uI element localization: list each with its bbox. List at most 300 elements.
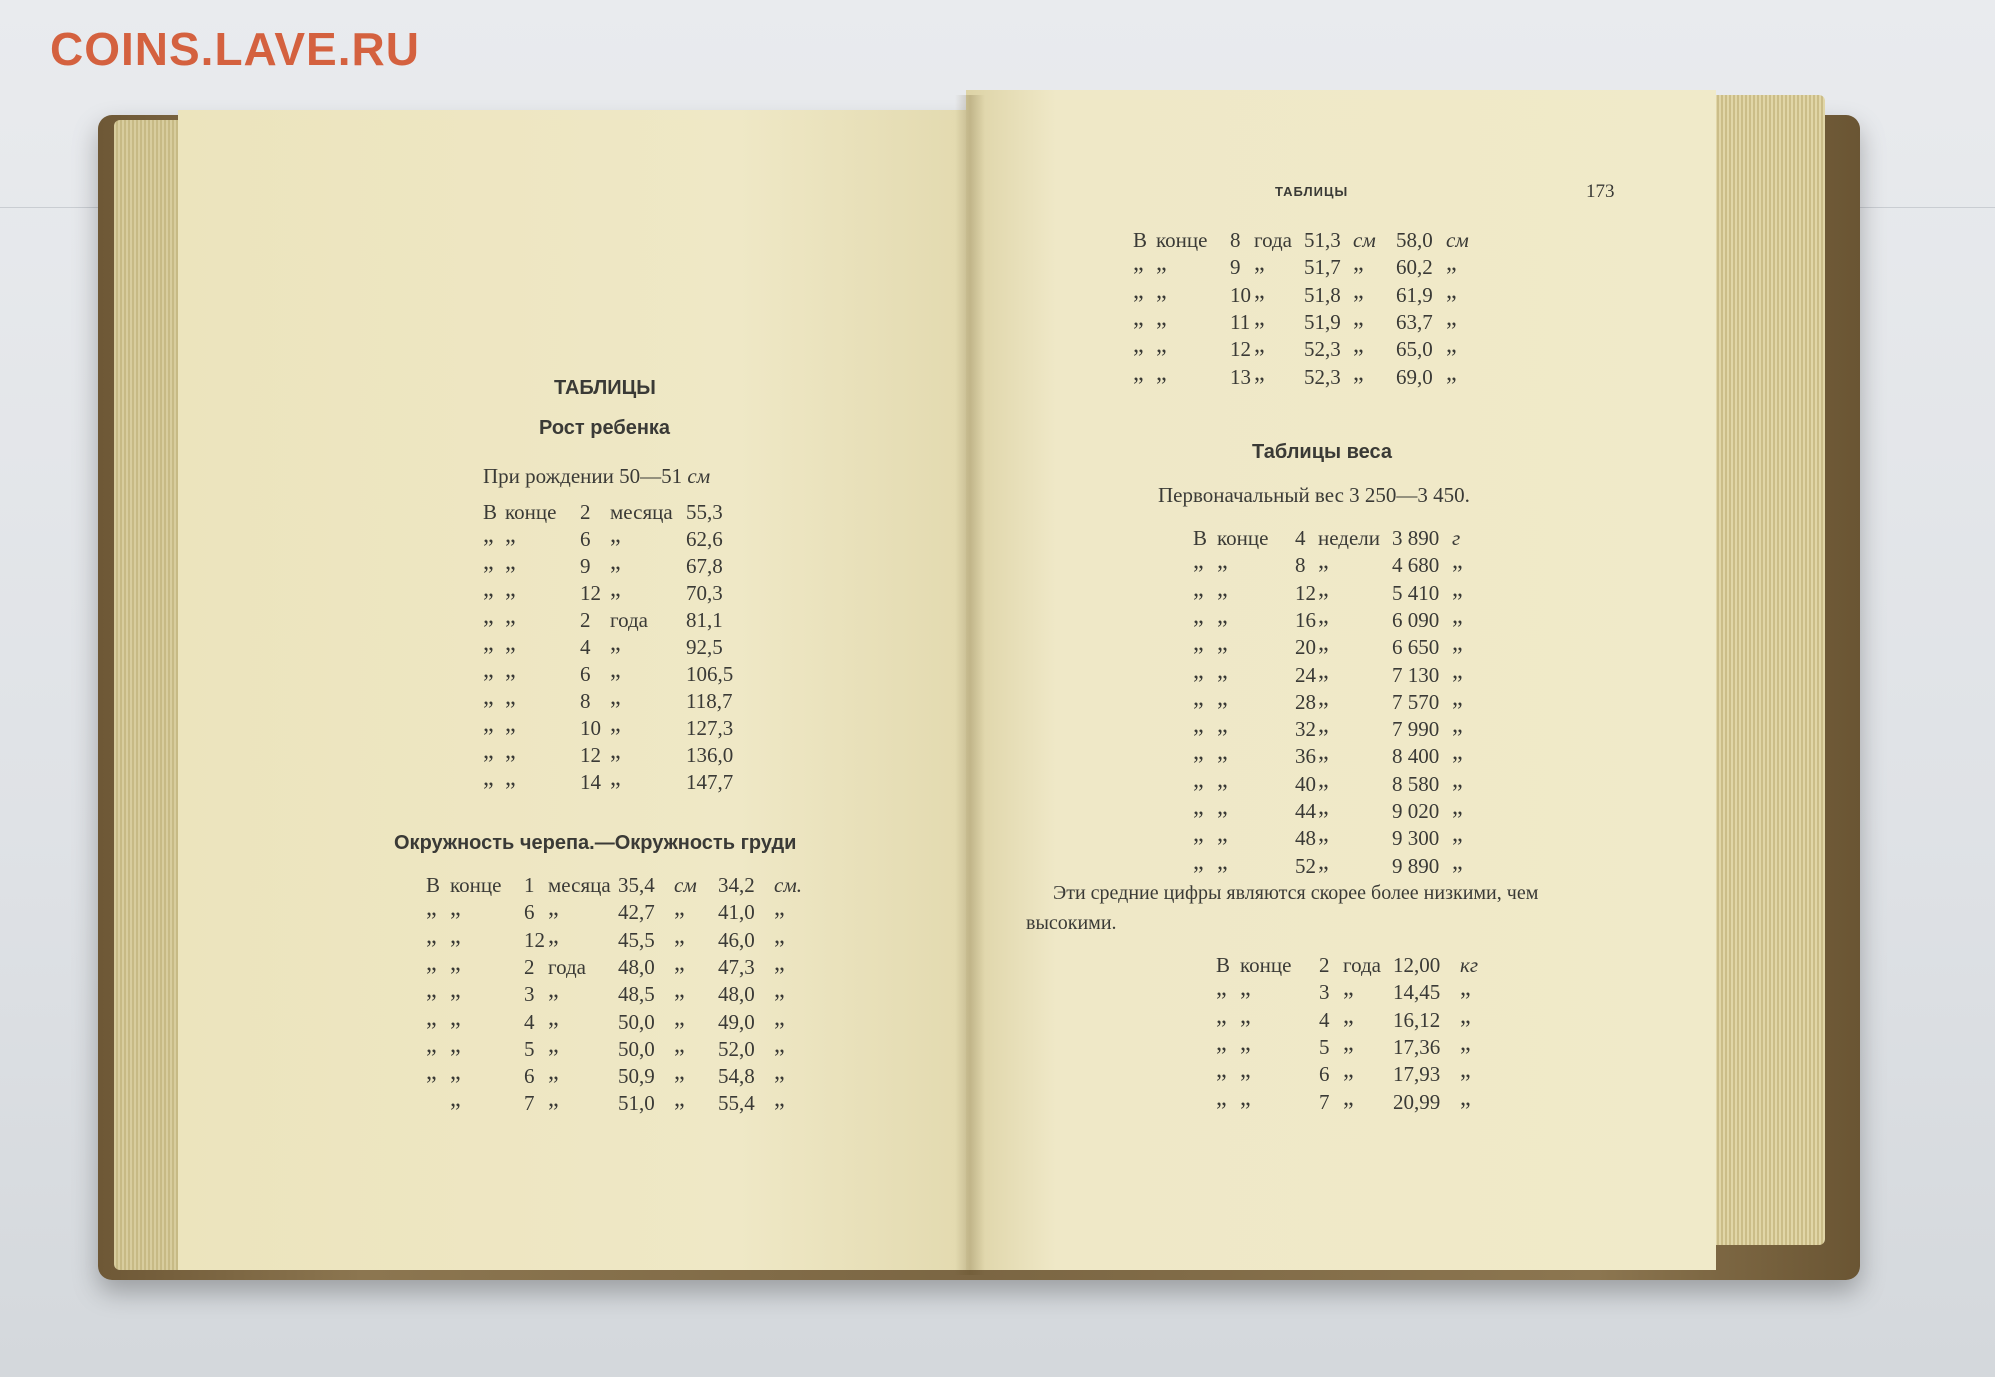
row-value-skull: 52,3	[1304, 337, 1341, 362]
row-word: „	[1240, 975, 1251, 1002]
row-number: 44	[1295, 799, 1316, 823]
row-unit-chest: „	[774, 895, 785, 922]
row-value-unit: „	[1452, 602, 1463, 629]
row-number: 12	[1230, 337, 1251, 362]
row-unit-chest: см.	[774, 873, 802, 897]
row-unit: „	[610, 711, 621, 737]
row-value-chest: 46,0	[718, 927, 755, 952]
row-value-chest: 41,0	[718, 900, 755, 925]
page-number: 173	[1586, 181, 1615, 202]
row-value: 20,99	[1393, 1089, 1441, 1114]
row-unit: „	[1343, 1084, 1354, 1111]
running-head: ТАБЛИЦЫ	[1275, 184, 1349, 199]
height-table-heading: Рост ребенка	[539, 417, 671, 439]
row-word: „	[450, 1059, 461, 1086]
row-value: 4 680	[1392, 553, 1440, 578]
row-unit: „	[548, 1059, 559, 1086]
row-number: 32	[1295, 717, 1316, 742]
book-gutter	[955, 95, 985, 1275]
row-unit: „	[1254, 332, 1265, 359]
row-unit-chest: „	[774, 1086, 785, 1113]
row-value-skull: 45,5	[618, 927, 655, 952]
row-number: 6	[524, 1064, 535, 1089]
row-unit-chest: „	[774, 1004, 785, 1031]
at-birth-line	[483, 466, 710, 487]
row-number: 5	[1319, 1034, 1330, 1059]
row-value: 7 990	[1392, 717, 1440, 742]
row-unit: „	[1318, 630, 1329, 657]
row-word: „	[450, 922, 461, 949]
row-value-skull: 35,4	[618, 873, 655, 897]
at-birth-unit: см	[687, 464, 711, 488]
row-unit: „	[548, 1004, 559, 1031]
row-value-unit: „	[1460, 1084, 1471, 1111]
row-unit: „	[1318, 684, 1329, 711]
row-unit: „	[1318, 766, 1329, 793]
row-unit: года	[1343, 953, 1381, 977]
row-value-unit: „	[1452, 712, 1463, 739]
row-value: 8 580	[1392, 771, 1440, 796]
row-unit: „	[548, 1086, 559, 1113]
row-value-chest: 49,0	[718, 1009, 755, 1034]
row-word: „	[1156, 332, 1167, 359]
row-prefix: „	[1193, 794, 1204, 820]
row-word: „	[505, 630, 516, 656]
row-value: 9 890	[1392, 853, 1440, 878]
row-prefix: „	[1216, 975, 1227, 1002]
row-unit-skull: „	[674, 949, 685, 976]
row-value: 5 410	[1392, 580, 1440, 605]
row-unit: „	[1318, 848, 1329, 875]
row-number: 20	[1295, 635, 1316, 660]
row-value-unit: „	[1460, 1057, 1471, 1084]
row-prefix: „	[1216, 1029, 1227, 1056]
row-unit-chest: „	[774, 922, 785, 949]
row-number: 6	[580, 527, 591, 551]
row-word: „	[450, 895, 461, 922]
right-page-edges	[1715, 95, 1825, 1245]
row-word: „	[1156, 304, 1167, 331]
row-word: „	[450, 1004, 461, 1031]
left-page	[178, 110, 978, 1270]
row-value-skull: 52,3	[1304, 364, 1341, 389]
row-number: 4	[1295, 526, 1306, 550]
row-value-unit: „	[1460, 975, 1471, 1002]
row-prefix: „	[1193, 575, 1204, 602]
row-value-unit: г	[1452, 526, 1461, 550]
row-value-skull: 48,0	[618, 954, 655, 979]
row-value-unit: кг	[1460, 953, 1479, 977]
row-word: „	[1217, 821, 1228, 848]
row-unit-skull: „	[674, 895, 685, 922]
row-unit: „	[1318, 821, 1329, 848]
row-prefix: „	[426, 949, 437, 976]
row-number: 9	[1230, 255, 1241, 280]
row-value-skull: 48,5	[618, 982, 655, 1007]
row-value: 106,5	[686, 662, 734, 686]
row-number: 2	[580, 608, 591, 632]
row-word: „	[1240, 1057, 1251, 1084]
row-unit-skull: „	[1353, 332, 1364, 359]
row-value: 12,00	[1393, 953, 1441, 977]
row-unit: года	[610, 608, 648, 632]
row-number: 2	[524, 954, 535, 979]
row-number: 12	[1295, 580, 1316, 605]
row-value-unit: „	[1460, 1029, 1471, 1056]
row-value: 136,0	[686, 743, 734, 767]
row-number: 5	[524, 1036, 535, 1061]
row-prefix: „	[426, 922, 437, 949]
row-prefix: „	[1193, 657, 1204, 684]
row-unit: „	[1343, 1029, 1354, 1056]
row-unit: „	[1318, 657, 1329, 684]
row-prefix: „	[483, 522, 494, 548]
row-prefix: В	[426, 873, 441, 897]
row-prefix: „	[1193, 684, 1204, 711]
row-value-unit: „	[1452, 684, 1463, 711]
row-number: 8	[1230, 228, 1241, 252]
row-prefix: „	[1216, 1057, 1227, 1084]
row-unit: „	[548, 977, 559, 1004]
row-number: 10	[580, 716, 601, 740]
row-value: 8 400	[1392, 744, 1440, 769]
row-value-chest: 63,7	[1396, 309, 1433, 334]
row-value-unit: „	[1452, 766, 1463, 793]
row-value-skull: 50,0	[618, 1036, 655, 1061]
row-number: 28	[1295, 689, 1316, 714]
row-value: 92,5	[686, 635, 723, 659]
row-value-unit: „	[1452, 548, 1463, 575]
row-unit: „	[1318, 602, 1329, 629]
row-number: 8	[1295, 553, 1306, 578]
row-prefix: В	[483, 500, 498, 524]
row-value-skull: 51,3	[1304, 228, 1341, 252]
right-page	[966, 90, 1716, 1270]
row-number: 12	[524, 927, 545, 952]
row-value: 70,3	[686, 581, 723, 605]
row-word: „	[505, 576, 516, 602]
row-number: 4	[580, 635, 591, 659]
weight-table-heading: Таблицы веса	[1252, 441, 1393, 463]
row-unit-chest: см	[1446, 228, 1469, 252]
row-value: 6 090	[1392, 607, 1440, 632]
row-number: 7	[524, 1091, 535, 1116]
row-number: 36	[1295, 744, 1316, 769]
row-unit: месяца	[610, 500, 673, 524]
row-unit: года	[1254, 228, 1292, 252]
row-number: 14	[580, 770, 601, 794]
row-value-chest: 69,0	[1396, 364, 1433, 389]
row-unit: „	[610, 657, 621, 683]
row-value: 118,7	[686, 689, 733, 713]
row-number: 6	[1319, 1062, 1330, 1087]
row-unit: „	[1343, 1002, 1354, 1029]
row-word: „	[1217, 548, 1228, 575]
row-unit: „	[1254, 277, 1265, 304]
row-value-skull: 51,8	[1304, 282, 1341, 307]
row-number: 24	[1295, 662, 1316, 687]
row-word: „	[505, 684, 516, 710]
row-unit-skull: „	[674, 1086, 685, 1113]
row-word: „	[505, 711, 516, 737]
row-word: „	[1217, 739, 1228, 766]
row-prefix: „	[483, 576, 494, 602]
row-value-chest: 61,9	[1396, 282, 1433, 307]
row-word: „	[1156, 359, 1167, 386]
row-prefix: „	[426, 1031, 437, 1058]
row-value-unit: „	[1452, 794, 1463, 820]
row-value-skull: 50,0	[618, 1009, 655, 1034]
row-number: 9	[580, 554, 591, 578]
row-unit-chest: „	[774, 1059, 785, 1086]
row-prefix: „	[483, 657, 494, 683]
row-number: 3	[524, 982, 535, 1007]
row-unit: „	[1318, 739, 1329, 766]
row-number: 48	[1295, 826, 1316, 851]
row-word: „	[450, 949, 461, 976]
row-unit: „	[548, 1031, 559, 1058]
row-value-skull: 51,0	[618, 1091, 655, 1116]
row-prefix: „	[1133, 332, 1144, 359]
row-value-unit: „	[1452, 630, 1463, 657]
row-word: конце	[1240, 953, 1292, 977]
row-prefix: „	[1193, 712, 1204, 739]
row-unit-skull: „	[674, 1031, 685, 1058]
row-unit-chest: „	[1446, 277, 1457, 304]
row-value: 147,7	[686, 770, 734, 794]
row-number: 40	[1295, 771, 1316, 796]
row-unit-skull: „	[674, 922, 685, 949]
row-word: „	[505, 738, 516, 764]
row-number: 2	[1319, 953, 1330, 977]
row-value-unit: „	[1452, 848, 1463, 875]
row-value: 17,36	[1393, 1034, 1441, 1059]
row-prefix: „	[1193, 848, 1204, 875]
row-word: „	[450, 1086, 461, 1113]
row-prefix: „	[1133, 250, 1144, 277]
row-prefix: „	[1193, 548, 1204, 575]
row-unit: „	[548, 922, 559, 949]
row-prefix: В	[1193, 526, 1208, 550]
row-unit: „	[548, 895, 559, 922]
row-value: 6 650	[1392, 635, 1440, 660]
row-value-chest: 48,0	[718, 982, 755, 1007]
row-prefix: „	[483, 549, 494, 575]
row-word: „	[1217, 602, 1228, 629]
row-unit: „	[1343, 975, 1354, 1002]
row-prefix: „	[1193, 602, 1204, 629]
row-number: 12	[580, 743, 601, 767]
watermark-text: COINS.LAVE.RU	[50, 23, 420, 75]
row-value: 127,3	[686, 716, 734, 740]
row-value-chest: 52,0	[718, 1036, 755, 1061]
row-unit-skull: „	[674, 1004, 685, 1031]
row-word: конце	[1217, 526, 1269, 550]
row-word: „	[1217, 630, 1228, 657]
row-value-chest: 34,2	[718, 873, 755, 897]
row-number: 2	[580, 500, 591, 524]
row-number: 6	[524, 900, 535, 925]
row-value-unit: „	[1452, 739, 1463, 766]
row-prefix: „	[1216, 1084, 1227, 1111]
row-word: „	[505, 765, 516, 791]
row-value: 7 570	[1392, 689, 1440, 714]
row-word: „	[1156, 250, 1167, 277]
row-word: „	[1217, 712, 1228, 739]
row-prefix: „	[426, 1059, 437, 1086]
at-birth-text: При рождении 50—51	[483, 464, 683, 488]
row-number: 10	[1230, 282, 1251, 307]
row-word: „	[1240, 1029, 1251, 1056]
row-word: „	[505, 549, 516, 575]
initial-weight-line: Первоначальный вес 3 250—3 450.	[1158, 483, 1470, 507]
row-prefix: „	[483, 630, 494, 656]
row-unit-chest: „	[1446, 332, 1457, 359]
row-value-chest: 60,2	[1396, 255, 1433, 280]
row-number: 7	[1319, 1089, 1330, 1114]
row-unit: года	[548, 954, 586, 979]
row-value-unit: „	[1452, 657, 1463, 684]
row-value-unit: „	[1452, 821, 1463, 848]
row-value: 9 300	[1392, 826, 1440, 851]
row-unit-skull: „	[1353, 277, 1364, 304]
row-unit: „	[1318, 712, 1329, 739]
row-unit: „	[1254, 304, 1265, 331]
row-prefix: „	[483, 684, 494, 710]
row-word: „	[505, 657, 516, 683]
circumference-table-heading: Окружность черепа.—Окружность груди	[394, 832, 797, 854]
row-word: „	[505, 603, 516, 629]
row-unit: „	[610, 522, 621, 548]
row-word: „	[450, 977, 461, 1004]
row-value: 62,6	[686, 527, 723, 551]
row-word: „	[1217, 794, 1228, 820]
note-line-2: высокими.	[1026, 912, 1117, 934]
row-unit: „	[1254, 250, 1265, 277]
row-word: „	[1217, 848, 1228, 875]
row-prefix: „	[483, 738, 494, 764]
row-prefix: „	[1216, 1002, 1227, 1029]
row-value-chest: 47,3	[718, 954, 755, 979]
row-number: 16	[1295, 607, 1316, 632]
row-unit-skull: „	[674, 1059, 685, 1086]
row-prefix: „	[1133, 359, 1144, 386]
row-word: „	[1217, 575, 1228, 602]
row-unit-chest: „	[774, 977, 785, 1004]
row-unit: „	[1254, 359, 1265, 386]
row-value: 67,8	[686, 554, 723, 578]
row-word: конце	[1156, 228, 1208, 252]
row-value: 7 130	[1392, 662, 1440, 687]
row-word: „	[1240, 1084, 1251, 1111]
row-number: 6	[580, 662, 591, 686]
row-number: 4	[1319, 1007, 1330, 1032]
row-unit: месяца	[548, 873, 611, 897]
row-unit-chest: „	[774, 949, 785, 976]
row-unit-chest: „	[1446, 359, 1457, 386]
row-unit: „	[610, 549, 621, 575]
row-unit: „	[610, 576, 621, 602]
row-word: „	[450, 1031, 461, 1058]
row-value-skull: 51,7	[1304, 255, 1341, 280]
row-value: 3 890	[1392, 526, 1440, 550]
row-unit-chest: „	[1446, 304, 1457, 331]
row-value-chest: 58,0	[1396, 228, 1433, 252]
row-value-unit: „	[1460, 1002, 1471, 1029]
row-prefix: „	[426, 977, 437, 1004]
row-prefix: „	[1133, 277, 1144, 304]
row-prefix: „	[1193, 630, 1204, 657]
row-word: „	[505, 522, 516, 548]
row-value-skull: 51,9	[1304, 309, 1341, 334]
row-prefix: В	[1216, 953, 1231, 977]
row-value-chest: 55,4	[718, 1091, 755, 1116]
row-unit: „	[610, 684, 621, 710]
row-number: 3	[1319, 980, 1330, 1005]
row-unit-chest: „	[774, 1031, 785, 1058]
row-word: „	[1217, 684, 1228, 711]
row-prefix: „	[1193, 739, 1204, 766]
row-value: 14,45	[1393, 980, 1441, 1005]
row-unit-skull: см	[674, 873, 697, 897]
row-prefix: „	[426, 895, 437, 922]
row-number: 52	[1295, 853, 1316, 878]
row-prefix: „	[483, 603, 494, 629]
row-word: конце	[450, 873, 502, 897]
row-unit: „	[610, 630, 621, 656]
row-unit-skull: „	[1353, 304, 1364, 331]
row-word: конце	[505, 500, 557, 524]
row-prefix: „	[483, 711, 494, 737]
row-word: „	[1156, 277, 1167, 304]
page-title: ТАБЛИЦЫ	[554, 377, 656, 399]
row-value: 9 020	[1392, 799, 1440, 823]
row-value: 16,12	[1393, 1007, 1441, 1032]
row-unit: „	[1318, 575, 1329, 602]
row-number: 13	[1230, 364, 1251, 389]
row-prefix: „	[426, 1004, 437, 1031]
row-value-skull: 50,9	[618, 1064, 655, 1089]
row-value-unit: „	[1452, 575, 1463, 602]
row-unit-skull: „	[674, 977, 685, 1004]
row-unit: „	[610, 765, 621, 791]
row-value-skull: 42,7	[618, 900, 655, 925]
row-number: 1	[524, 873, 535, 897]
row-word: „	[1240, 1002, 1251, 1029]
row-value: 55,3	[686, 500, 723, 524]
row-prefix: В	[1133, 228, 1148, 252]
row-word: „	[1217, 766, 1228, 793]
row-prefix: „	[483, 765, 494, 791]
row-value-chest: 54,8	[718, 1064, 755, 1089]
row-value-chest: 65,0	[1396, 337, 1433, 362]
row-unit: „	[610, 738, 621, 764]
row-prefix: „	[1193, 821, 1204, 848]
row-value: 17,93	[1393, 1062, 1441, 1087]
row-prefix: „	[1133, 304, 1144, 331]
row-unit-chest: „	[1446, 250, 1457, 277]
row-unit-skull: см	[1353, 228, 1376, 252]
row-unit-skull: „	[1353, 250, 1364, 277]
row-unit: недели	[1318, 526, 1381, 550]
row-number: 12	[580, 581, 601, 605]
row-number: 8	[580, 689, 591, 713]
row-value: 81,1	[686, 608, 723, 632]
row-unit: „	[1343, 1057, 1354, 1084]
row-word: „	[1217, 657, 1228, 684]
row-number: 11	[1230, 309, 1251, 334]
row-unit-skull: „	[1353, 359, 1364, 386]
